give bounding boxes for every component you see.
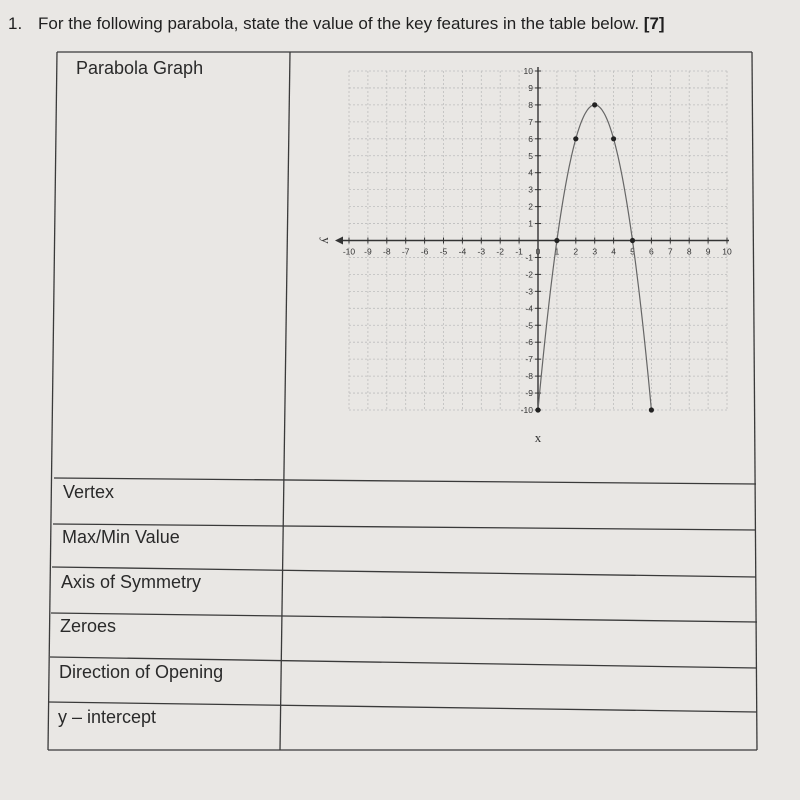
x-tick-label: -5 [439, 246, 448, 257]
data-point [611, 136, 616, 141]
x-tick-label: 0 [535, 246, 541, 257]
x-tick-label: -3 [477, 246, 486, 257]
y-tick-label: 5 [528, 150, 533, 161]
x-tick-label: -4 [458, 246, 467, 257]
x-axis-arrow-icon [335, 237, 343, 245]
x-axis-label: x [534, 430, 542, 445]
y-tick-label: -2 [525, 269, 533, 280]
x-tick-label: 8 [686, 246, 692, 257]
x-tick-label: 5 [630, 246, 635, 257]
x-tick-label: -1 [515, 246, 523, 257]
x-tick-label: -7 [401, 246, 410, 257]
row-label-vertex: Vertex [63, 482, 115, 502]
row-label-zeroes: Zeroes [60, 616, 117, 636]
question-text: For the following parabola, state the value of the key features in the table below. [38, 14, 640, 33]
question-marks: [7] [643, 14, 665, 33]
y-tick-label: -9 [525, 388, 533, 399]
x-tick-label: 6 [649, 246, 654, 257]
y-tick-label: 8 [528, 99, 533, 110]
row-label-max-min-value: Max/Min Value [62, 527, 180, 547]
data-point [573, 136, 578, 141]
data-point [554, 238, 559, 243]
y-tick-label: 10 [523, 66, 533, 76]
data-point [630, 238, 635, 243]
y-tick-label: -3 [525, 286, 533, 297]
parabola-graph [319, 66, 732, 445]
y-tick-label: 9 [528, 82, 533, 93]
data-point [535, 407, 540, 412]
y-tick-label: -1 [525, 252, 533, 263]
x-tick-label: 7 [667, 246, 673, 257]
y-tick-label: 6 [528, 133, 533, 144]
x-tick-label: 10 [722, 246, 732, 257]
y-tick-label: 4 [528, 167, 533, 178]
y-tick-label: 2 [528, 201, 533, 212]
question-number: 1. [8, 14, 23, 33]
x-tick-label: 2 [573, 246, 579, 257]
y-tick-label: -6 [525, 337, 533, 348]
x-tick-label: -10 [342, 246, 356, 257]
y-axis-label: y [319, 237, 334, 244]
x-tick-label: -2 [496, 246, 504, 257]
y-tick-label: 3 [528, 184, 533, 195]
x-tick-label: -6 [420, 246, 429, 257]
row-label-direction-of-opening: Direction of Opening [59, 662, 224, 682]
x-tick-label: 9 [705, 246, 711, 257]
x-tick-label: 1 [554, 246, 560, 257]
y-tick-label: -7 [525, 354, 533, 365]
y-tick-label: 7 [528, 116, 533, 127]
x-tick-label: -9 [364, 246, 372, 257]
graph-cell-label: Parabola Graph [76, 58, 204, 78]
row-label-axis-of-symmetry: Axis of Symmetry [61, 572, 202, 592]
y-tick-label: -5 [525, 320, 533, 331]
data-point [649, 407, 654, 412]
x-tick-label: -8 [383, 246, 391, 257]
data-point [592, 102, 597, 107]
y-tick-label: -8 [525, 371, 533, 382]
x-tick-label: 4 [611, 246, 616, 257]
x-tick-label: 3 [592, 246, 598, 257]
row-label-y-intercept: y – intercept [58, 707, 157, 727]
y-tick-label: 1 [528, 218, 533, 229]
y-tick-label: -4 [525, 303, 533, 314]
y-tick-label: -10 [520, 405, 533, 415]
